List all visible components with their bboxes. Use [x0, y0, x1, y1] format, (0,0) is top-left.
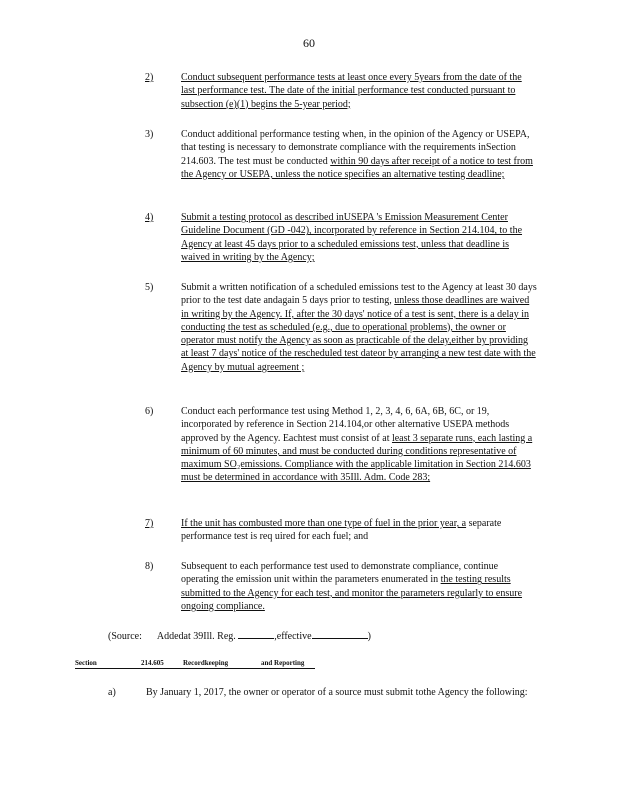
- text-segment: Conduct subsequent performance tests at least once every 5years from the date of the last performance test. The date of the initial performance test conducted pursuant to subsection (e)(1) begins the 5-year period;: [181, 72, 522, 110]
- list-item-text: [181, 71, 537, 111]
- list-item-text: [181, 517, 537, 544]
- list-item-number: 3): [145, 129, 154, 140]
- list-item-number: 4): [145, 212, 154, 223]
- text-segment: separate performance test is req uired for each fuel; and: [181, 518, 502, 543]
- effective-blank: [312, 628, 368, 639]
- list-item-text: [181, 405, 537, 485]
- list-item-number: 5): [145, 282, 154, 293]
- section-title-1: Recordkeeping: [183, 659, 229, 667]
- list-item-number: 8): [145, 561, 154, 572]
- source-prefix: (Source:: [108, 631, 142, 642]
- reg-blank: [238, 628, 274, 639]
- source-close: ): [367, 631, 371, 642]
- text-segment: Conduct each performance test using Method 1, 2, 3, 4, 6, 6A, 6B, 6C, or 19, incorporated by reference in Section 214.104,or other alternative USEPA methods approved by the Agency. Eachtest must consist of at: [181, 406, 510, 444]
- list-item-text: [181, 128, 537, 181]
- text-segment: If the unit has combusted more than one type of fuel in the prior year, a: [181, 518, 467, 529]
- text-segment: Submit a written notification of a scheduled emissions test to the Agency at least 30 days prior to the test date andagain 5 days prior to testing,: [181, 282, 537, 307]
- list-item-number: 2): [145, 72, 154, 83]
- paragraph-a-text: By January 1, 2017, the owner or operator of a source must submit tothe Agency the following:: [146, 687, 528, 698]
- list-item-number: 7): [145, 518, 154, 529]
- list-item-text: [181, 281, 537, 374]
- text-segment: Submit a testing protocol as described inUSEPA 's Emission Measurement Center Guideline Document (GD -042), incorporated by reference in Section 214.104, to the Agency at least 45 days prior to a scheduled emissions test, unless that deadline is waived in writing by the Agency;: [181, 212, 523, 263]
- source-note: [108, 628, 371, 643]
- text-segment: Conduct additional performance testing when, in the opinion of the Agency or USEPA, that testing is necessary to demonstrate compliance with the requirements inSection 214.603. The test must be conducted: [181, 129, 530, 167]
- text-segment: unless those deadlines are waived in writing by the Agency. If, after the 30 days' notice of a test is sent, there is a delay in conducting the test as scheduled (e.g., due to operational problems), the owner or operator must notify the Agency as soon as practicable of the delay,either by providing at least 7 days' notice of the rescheduled test dateor by arranging a new test date with the Agency by mutual agreement ;: [181, 295, 536, 373]
- paragraph-a-label: a): [108, 687, 116, 698]
- text-segment: within 90 days after receipt of a notice to test from the Agency or USEPA, unless the notice specifies an alternative testing deadline;: [181, 155, 533, 180]
- section-heading: [75, 659, 315, 669]
- list-item-number: 6): [145, 406, 154, 417]
- list-item-text: [181, 211, 537, 264]
- text-segment: least 3 separate runs, each lasting a minimum of 60 minutes, and must be conducted during conditions representative of maximum SO₂emissions. Compliance with the applicable limitation in Section 214.603 must be determined in accordance with 35Ill. Adm. Code 283;: [181, 432, 533, 484]
- source-added: Addedat 39Ill. Reg.: [156, 631, 236, 642]
- source-effective: ,effective: [274, 631, 312, 642]
- page-number: 60: [303, 36, 315, 50]
- section-label: Section: [75, 659, 97, 667]
- list-item-text: [181, 560, 537, 613]
- section-number: 214.605: [141, 659, 164, 667]
- text-segment: the testing results submitted to the Agency for each test, and monitor the parameters regularly to ensure ongoing compliance.: [181, 574, 523, 612]
- section-title-2: and Reporting: [261, 659, 305, 667]
- text-segment: Subsequent to each performance test used to demonstrate compliance, continue operating the emission unit within the parameters enumerated in: [181, 561, 499, 586]
